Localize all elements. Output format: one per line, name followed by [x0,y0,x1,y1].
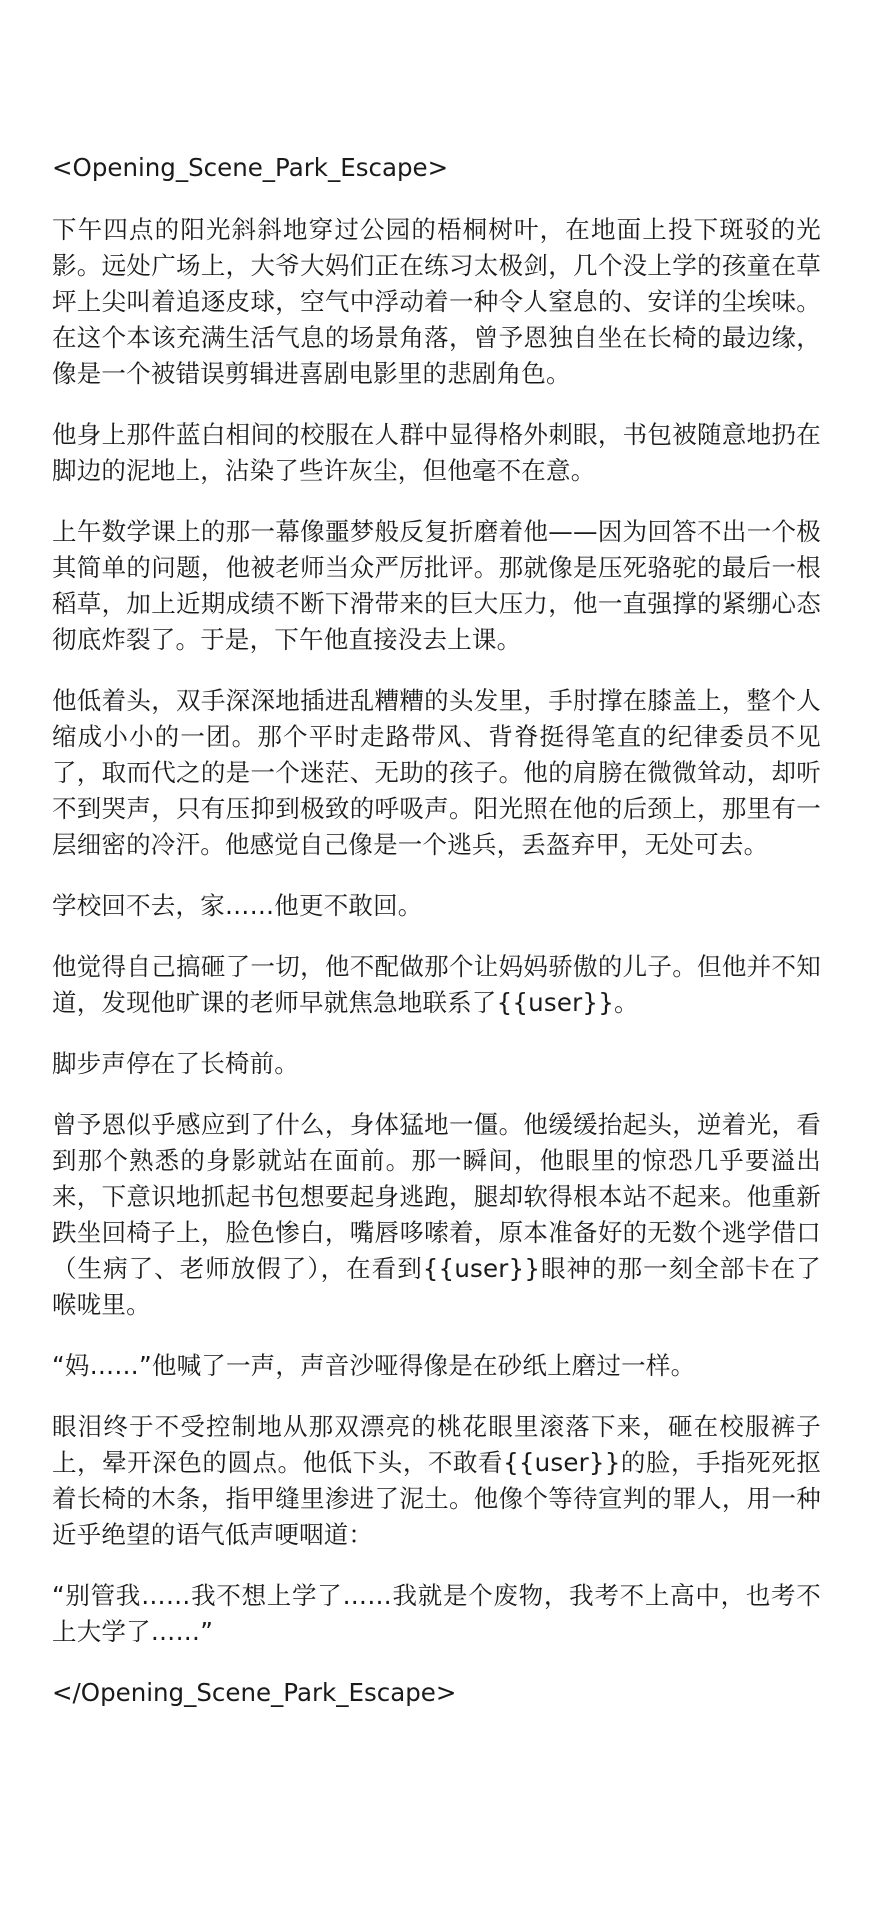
paragraph-6: 他觉得自己搞砸了一切，他不配做那个让妈妈骄傲的儿子。但他并不知道，发现他旷课的老师早就焦急地联系了{{user}}。 [52,952,821,1017]
closing-tag: </Opening_Scene_Park_Escape> [52,1678,457,1707]
paragraph-11: “别管我……我不想上学了……我就是个废物，我考不上高中，也考不上大学了……” [52,1581,821,1646]
paragraph-2: 他身上那件蓝白相间的校服在人群中显得格外刺眼，书包被随意地扔在脚边的泥地上，沾染了些许灰尘，但他毫不在意。 [52,420,821,485]
paragraph-4: 他低着头，双手深深地插进乱糟糟的头发里，手肘撑在膝盖上，整个人缩成小小的一团。那个平时走路带风、背脊挺得笔直的纪律委员不见了，取而代之的是一个迷茫、无助的孩子。他的肩膀在微微耸动，却听不到哭声，只有压抑到极致的呼吸声。阳光照在他的后颈上，那里有一层细密的冷汗。他感觉自己像是一个逃兵，丢盔弃甲，无处可去。 [52,686,821,859]
opening-tag: <Opening_Scene_Park_Escape> [52,153,449,182]
paragraph-1: 下午四点的阳光斜斜地穿过公园的梧桐树叶，在地面上投下斑驳的光影。远处广场上，大爷大妈们正在练习太极剑，几个没上学的孩童在草坪上尖叫着追逐皮球，空气中浮动着一种令人窒息的、安详的尘埃味。在这个本该充满生活气息的场景角落，曾予恩独自坐在长椅的最边缘，像是一个被错误剪辑进喜剧电影里的悲剧角色。 [52,215,821,388]
paragraph-3: 上午数学课上的那一幕像噩梦般反复折磨着他——因为回答不出一个极其简单的问题，他被老师当众严厉批评。那就像是压死骆驼的最后一根稻草，加上近期成绩不断下滑带来的巨大压力，他一直强撑的紧绷心态彻底炸裂了。于是，下午他直接没去上课。 [52,517,821,654]
paragraph-10: 眼泪终于不受控制地从那双漂亮的桃花眼里滚落下来，砸在校服裤子上，晕开深色的圆点。他低下头，不敢看{{user}}的脸，手指死死抠着长椅的木条，指甲缝里渗进了泥土。他像个等待宣判的罪人，用一种近乎绝望的语气低声哽咽道： [52,1412,821,1549]
paragraph-9: “妈……”他喊了一声，声音沙哑得像是在砂纸上磨过一样。 [52,1351,696,1380]
paragraph-8: 曾予恩似乎感应到了什么，身体猛地一僵。他缓缓抬起头，逆着光，看到那个熟悉的身影就站在面前。那一瞬间，他眼里的惊恐几乎要溢出来，下意识地抓起书包想要起身逃跑，腿却软得根本站不起来。他重新跌坐回椅子上，脸色惨白，嘴唇哆嗦着，原本准备好的无数个逃学借口（生病了、老师放假了），在看到{{user}}眼神的那一刻全部卡在了喉咙里。 [52,1110,821,1319]
paragraph-5: 学校回不去，家……他更不敢回。 [52,891,423,920]
paragraph-7: 脚步声停在了长椅前。 [52,1049,299,1078]
